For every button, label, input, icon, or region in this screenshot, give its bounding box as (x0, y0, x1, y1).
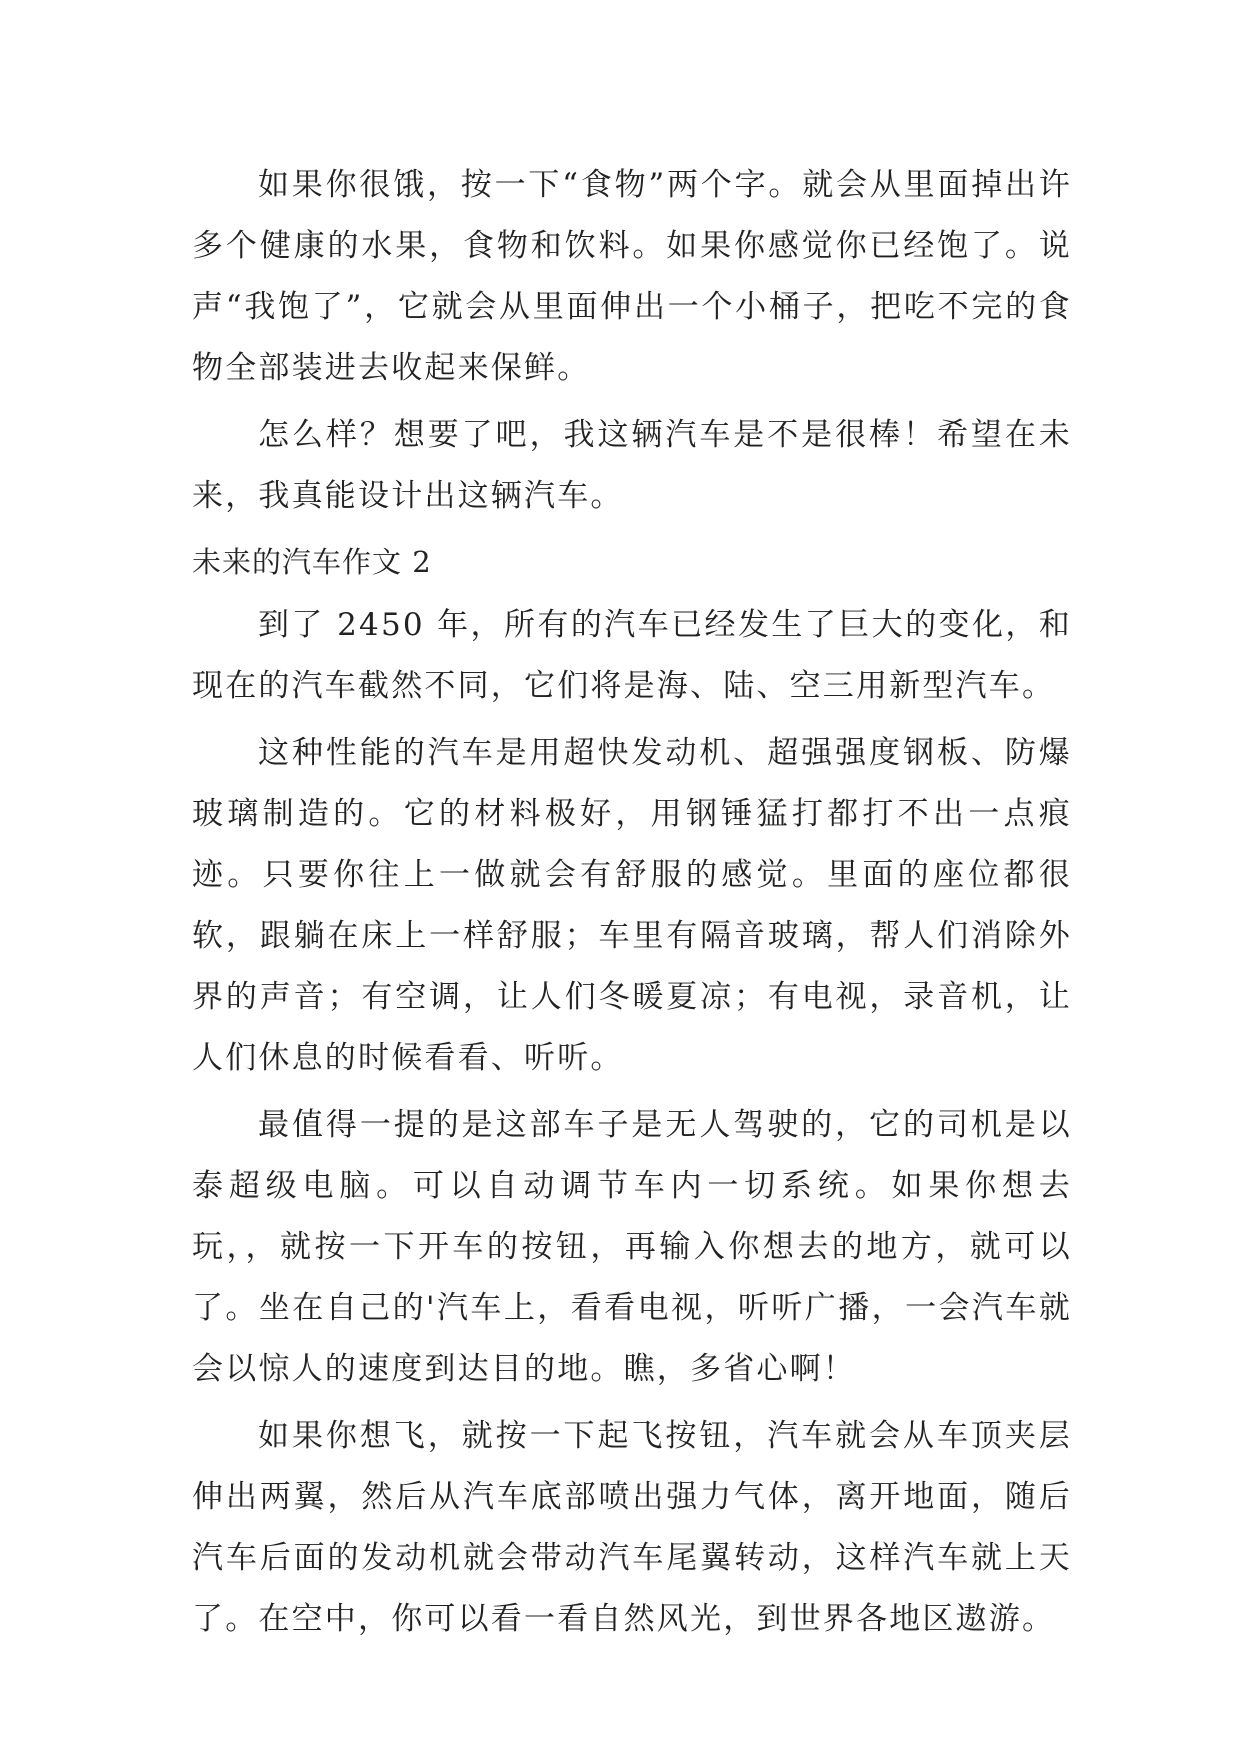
document-body (192, 155, 1072, 1650)
paragraph: 这种性能的汽车是用超快发动机、超强强度钢板、防爆玻璃制造的。它的材料极好，用钢锤猛打都打不出一点痕迹。只要你往上一做就会有舒服的感觉。里面的座位都很软，跟躺在床上一样舒服；车里有隔音玻璃，帮人们消除外界的声音；有空调，让人们冬暖夏凉；有电视，录音机，让人们休息的时候看看、听听。 (192, 735, 1072, 1076)
paragraph: 如果你想飞，就按一下起飞按钮，汽车就会从车顶夹层伸出两翼，然后从汽车底部喷出强力气体，离开地面，随后汽车后面的发动机就会带动汽车尾翼转动，这样汽车就上天了。在空中，你可以看一看自然风光，到世界各地区遨游。 (192, 1418, 1072, 1637)
paragraph: 如果你很饿，按一下“食物”两个字。就会从里面掉出许多个健康的水果，食物和饮料。如果你感觉你已经饱了。说声“我饱了”，它就会从里面伸出一个小桶子，把吃不完的食物全部装进去收起来保鲜。 (192, 167, 1072, 386)
section-heading: 未来的汽车作文 2 (192, 545, 432, 579)
paragraph: 到了 2450 年，所有的汽车已经发生了巨大的变化，和现在的汽车截然不同，它们将是海、陆、空三用新型汽车。 (192, 607, 1072, 704)
paragraph: 最值得一提的是这部车子是无人驾驶的，它的司机是以泰超级电脑。可以自动调节车内一切系统。如果你想去玩，，就按一下开车的按钮，再输入你想去的地方，就可以了。坐在自己的'汽车上，看看电视，听听广播，一会汽车就会以惊人的速度到达目的地。瞧，多省心啊！ (192, 1107, 1072, 1387)
paragraph: 怎么样？想要了吧，我这辆汽车是不是很棒！希望在未来，我真能设计出这辆汽车。 (192, 417, 1072, 514)
